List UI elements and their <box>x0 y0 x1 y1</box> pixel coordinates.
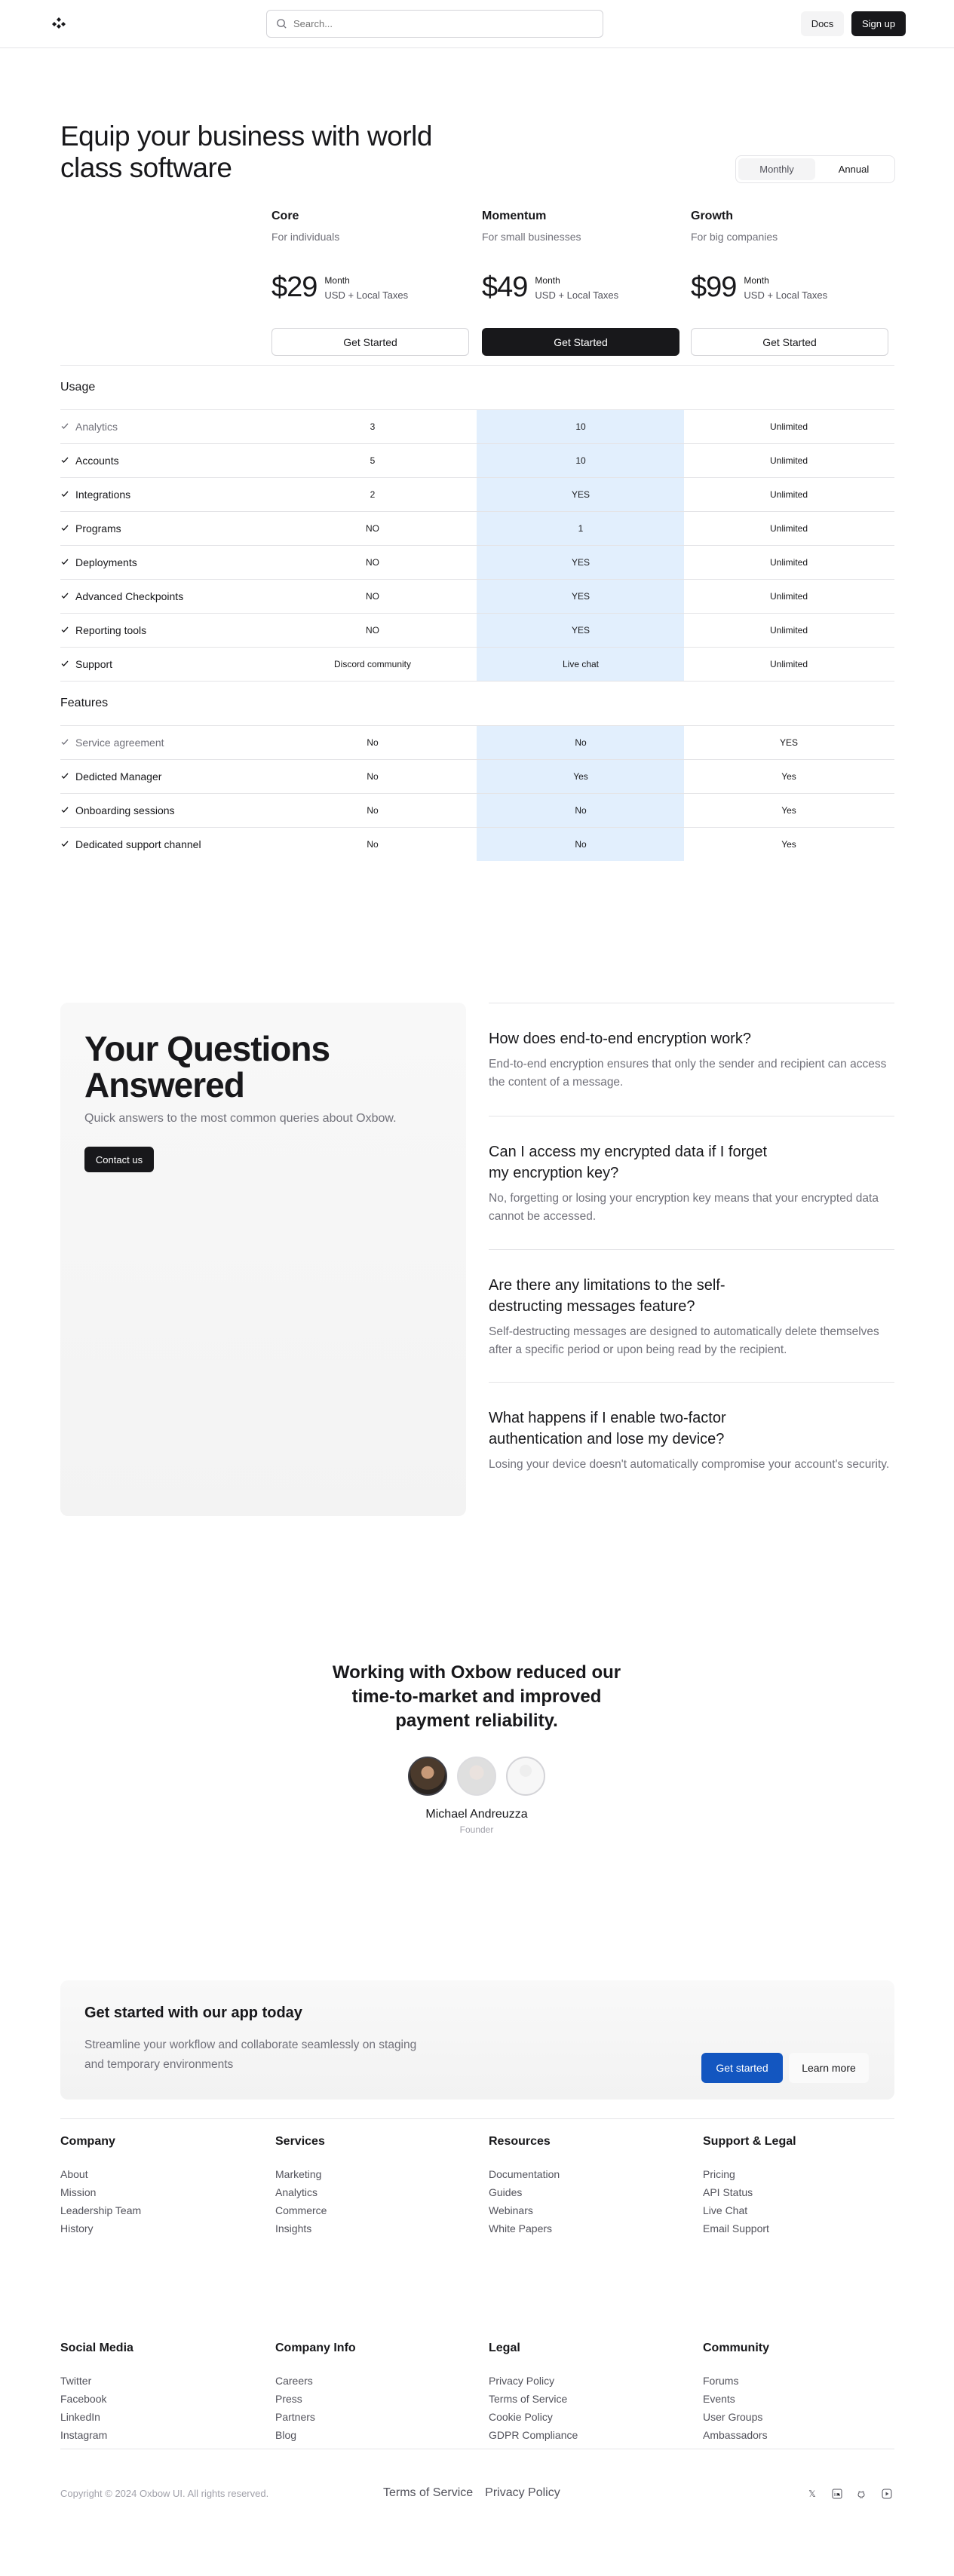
logo-icon[interactable] <box>50 15 68 33</box>
footer-link[interactable]: Press <box>275 2393 302 2405</box>
cell-growth: Unlimited <box>769 523 808 534</box>
footer-link[interactable]: Commerce <box>275 2204 327 2216</box>
search-icon <box>276 18 287 29</box>
cell-growth: Unlimited <box>769 421 808 432</box>
table-row <box>60 613 894 647</box>
row-label-text: Service agreement <box>75 737 164 749</box>
check-icon <box>60 658 69 670</box>
check-icon <box>60 590 69 602</box>
cell-core: No <box>367 839 379 850</box>
footer-link[interactable]: User Groups <box>703 2411 763 2423</box>
table-row <box>60 725 894 759</box>
privacy-link[interactable]: Privacy Policy <box>485 2486 560 2499</box>
get-started-button[interactable]: Get Started <box>691 328 888 356</box>
table-row <box>60 443 894 477</box>
price-period <box>744 274 827 302</box>
testimonial-author <box>326 1808 627 1835</box>
check-icon <box>60 522 69 534</box>
row-label <box>60 737 268 749</box>
footer-heading: Community <box>703 2342 769 2354</box>
row-label <box>60 804 268 816</box>
faq-intro-card <box>60 1003 466 1516</box>
row-label-text: Accounts <box>75 455 119 467</box>
footer-heading: Social Media <box>60 2342 133 2354</box>
avatar[interactable] <box>506 1757 545 1796</box>
bottom-links <box>383 2486 560 2500</box>
plan-subtitle: For small businesses <box>482 231 581 243</box>
footer-link[interactable]: Partners <box>275 2411 315 2423</box>
check-icon <box>60 455 69 467</box>
avatar[interactable] <box>408 1757 447 1796</box>
row-label <box>60 455 268 467</box>
tax-label: USD + Local Taxes <box>744 289 828 301</box>
footer-heading: Legal <box>489 2342 520 2354</box>
testimonial-quote: Working with Oxbow reduced our time-to-market and improved payment reliability. <box>332 1662 621 1731</box>
footer-link[interactable]: Analytics <box>275 2186 318 2198</box>
cell-core: 5 <box>370 455 376 466</box>
faq-item <box>489 1382 894 1474</box>
cell-core: NO <box>366 523 379 534</box>
cell-growth: Unlimited <box>769 625 808 636</box>
faq-item <box>489 1249 894 1359</box>
avatar-group <box>408 1757 545 1796</box>
tax-label: USD + Local Taxes <box>324 289 409 301</box>
check-icon <box>60 421 69 433</box>
footer-heading: Services <box>275 2135 325 2148</box>
author-role: Founder <box>459 1824 494 1835</box>
avatar[interactable] <box>457 1757 496 1796</box>
footer-link[interactable]: Facebook <box>60 2393 107 2405</box>
cell-core: NO <box>366 591 379 602</box>
terms-link[interactable]: Terms of Service <box>383 2486 474 2499</box>
footer-link[interactable]: Instagram <box>60 2429 108 2441</box>
faq-answer: Self-destructing messages are designed to automatically delete themselves after a specific period or upon being read by the recipient. <box>489 1325 879 1356</box>
footer-link[interactable]: Guides <box>489 2186 523 2198</box>
footer-link[interactable]: Careers <box>275 2375 313 2387</box>
footer-link[interactable]: History <box>60 2222 94 2234</box>
cell-core: NO <box>366 557 379 568</box>
check-icon <box>60 804 69 816</box>
footer-link[interactable]: Blog <box>275 2429 297 2441</box>
footer-column <box>275 2342 486 2444</box>
faq-question[interactable]: Are there any limitations to the self-destructing messages feature? <box>489 1277 725 1315</box>
plan-price <box>691 271 888 303</box>
footer-link[interactable]: White Papers <box>489 2222 553 2234</box>
footer-column <box>489 2135 700 2238</box>
plan-core <box>271 210 469 356</box>
cell-momentum: 10 <box>575 455 586 466</box>
price-period <box>324 274 408 302</box>
plan-name: Momentum <box>482 210 547 222</box>
row-label <box>60 522 268 534</box>
row-label <box>60 658 268 670</box>
table-row <box>60 409 894 443</box>
table-row <box>60 579 894 613</box>
cell-momentum: YES <box>571 591 590 602</box>
footer-column <box>703 2135 914 2238</box>
footer-column <box>703 2342 914 2444</box>
period-label: Month <box>535 275 560 286</box>
x-icon[interactable]: 𝕏 <box>808 2489 816 2499</box>
period-label: Month <box>744 275 769 286</box>
footer-link[interactable]: Leadership Team <box>60 2204 142 2216</box>
faq-answer: End-to-end encryption ensures that only the sender and recipient can access the content of a message. <box>489 1058 887 1089</box>
footer-link[interactable]: Live Chat <box>703 2204 748 2216</box>
table-row <box>60 793 894 827</box>
get-started-button[interactable]: Get Started <box>482 328 679 356</box>
get-started-button[interactable]: Get Started <box>271 328 469 356</box>
footer-heading: Support & Legal <box>703 2135 796 2148</box>
faq-item <box>489 1116 894 1226</box>
faq-question[interactable]: Can I access my encrypted data if I forget my encryption key? <box>489 1144 768 1181</box>
copyright: Copyright © 2024 Oxbow UI. All rights reserved. <box>60 2488 269 2499</box>
check-icon <box>60 489 69 501</box>
row-label-text: Support <box>75 658 113 670</box>
table-row <box>60 477 894 511</box>
cell-growth: YES <box>779 737 798 748</box>
row-label-text: Reporting tools <box>75 624 147 636</box>
footer-link[interactable]: About <box>60 2168 88 2180</box>
search-box[interactable] <box>266 10 603 38</box>
check-icon <box>60 770 69 783</box>
sign-up-button[interactable]: Sign up <box>851 11 906 36</box>
row-label-text: Integrations <box>75 489 131 501</box>
price-amount: $29 <box>271 271 317 303</box>
row-label-text: Advanced Checkpoints <box>75 590 184 602</box>
footer-heading: Company Info <box>275 2342 356 2354</box>
table-row <box>60 759 894 793</box>
section-title-features: Features <box>60 681 894 725</box>
row-label-text: Dedicated support channel <box>75 838 201 850</box>
cell-growth: Unlimited <box>769 455 808 466</box>
footer-link[interactable]: Pricing <box>703 2168 735 2180</box>
contact-us-button[interactable]: Contact us <box>84 1147 154 1172</box>
cta-text: Streamline your workflow and collaborate seamlessly on staging and temporary environments <box>84 2038 417 2071</box>
tax-label: USD + Local Taxes <box>535 289 619 301</box>
section-title-usage: Usage <box>60 365 894 409</box>
youtube-icon[interactable] <box>881 2488 893 2500</box>
price-period <box>535 274 618 302</box>
cell-momentum: Yes <box>573 771 588 782</box>
cell-momentum: 10 <box>575 421 586 432</box>
cell-growth: Unlimited <box>769 591 808 602</box>
row-label <box>60 590 268 602</box>
footer-link[interactable]: Insights <box>275 2222 312 2234</box>
cell-momentum: YES <box>571 557 590 568</box>
row-label <box>60 556 268 568</box>
check-icon <box>60 556 69 568</box>
row-label-text: Dedicted Manager <box>75 770 162 783</box>
footer-link[interactable]: API Status <box>703 2186 753 2198</box>
billing-toggle[interactable] <box>735 155 895 183</box>
cell-core: No <box>367 737 379 748</box>
check-icon <box>60 624 69 636</box>
footer-link[interactable]: Forums <box>703 2375 739 2387</box>
footer-column <box>60 2342 271 2444</box>
table-row <box>60 511 894 545</box>
footer-link[interactable]: Webinars <box>489 2204 533 2216</box>
row-label <box>60 838 268 850</box>
footer-link[interactable]: Events <box>703 2393 735 2405</box>
faq-question[interactable]: What happens if I enable two-factor authentication and lose my device? <box>489 1410 726 1447</box>
plan-price <box>271 271 469 303</box>
author-name: Michael Andreuzza <box>425 1808 528 1821</box>
row-label-text: Programs <box>75 522 121 534</box>
price-amount: $49 <box>482 271 528 303</box>
footer-heading: Resources <box>489 2135 551 2148</box>
footer-link[interactable]: Documentation <box>489 2168 560 2180</box>
top-nav <box>0 0 954 48</box>
linkedin-icon[interactable] <box>831 2488 843 2500</box>
cell-core: No <box>367 771 379 782</box>
faq-title: Your Questions Answered <box>84 1029 330 1104</box>
faq-answer: No, forgetting or losing your encryption key means that your encrypted data cannot be accessed. <box>489 1192 879 1223</box>
cell-core: 3 <box>370 421 376 432</box>
faq-item <box>489 1003 894 1092</box>
footer-link[interactable]: Cookie Policy <box>489 2411 553 2423</box>
footer-heading: Company <box>60 2135 115 2148</box>
docs-button[interactable]: Docs <box>801 11 844 36</box>
check-icon <box>60 838 69 850</box>
page-title: Equip your business with world class software <box>60 121 432 183</box>
plan-subtitle: For individuals <box>271 231 340 243</box>
footer-column <box>60 2135 271 2238</box>
table-row <box>60 545 894 579</box>
cell-momentum: YES <box>571 625 590 636</box>
cell-momentum: No <box>575 805 587 816</box>
social-links <box>806 2488 893 2500</box>
search-input[interactable] <box>293 18 580 29</box>
footer-link[interactable]: Twitter <box>60 2375 92 2387</box>
plan-name: Growth <box>691 210 733 222</box>
cell-core: NO <box>366 625 379 636</box>
footer-link[interactable]: Email Support <box>703 2222 769 2234</box>
table-row <box>60 827 894 861</box>
cell-growth: Unlimited <box>769 489 808 500</box>
plan-growth <box>691 210 888 356</box>
cta-title: Get started with our app today <box>84 2005 302 2021</box>
cell-core: Discord community <box>333 659 412 669</box>
row-label-text: Onboarding sessions <box>75 804 175 816</box>
cta-banner <box>60 1980 894 2100</box>
comparison-table <box>60 365 894 861</box>
cell-momentum: Live chat <box>562 659 600 669</box>
footer-column <box>489 2342 700 2444</box>
period-label: Month <box>324 275 350 286</box>
toggle-annual[interactable]: Annual <box>838 164 870 175</box>
plan-name: Core <box>271 210 299 222</box>
row-label <box>60 489 268 501</box>
row-label-text: Deployments <box>75 556 137 568</box>
cell-momentum: No <box>575 737 587 748</box>
faq-question[interactable]: How does end-to-end encryption work? <box>489 1031 751 1047</box>
footer-column <box>275 2135 486 2238</box>
toggle-monthly[interactable]: Monthly <box>738 158 815 180</box>
footer-link[interactable]: GDPR Compliance <box>489 2429 578 2441</box>
table-row <box>60 647 894 681</box>
cell-growth: Yes <box>781 805 796 816</box>
row-label <box>60 421 268 433</box>
cell-growth: Yes <box>781 771 796 782</box>
footer-link[interactable]: Terms of Service <box>489 2393 568 2405</box>
faq-subtitle: Quick answers to the most common queries about Oxbow. <box>84 1112 397 1125</box>
cell-growth: Yes <box>781 839 796 850</box>
faq-answer: Losing your device doesn't automatically compromise your account's security. <box>489 1458 890 1471</box>
cell-core: 2 <box>370 489 376 500</box>
row-label <box>60 624 268 636</box>
plan-price <box>482 271 679 303</box>
footer-link[interactable]: Marketing <box>275 2168 322 2180</box>
github-icon[interactable] <box>856 2488 868 2500</box>
get-started-button[interactable]: Get started <box>701 2053 783 2083</box>
cell-growth: Unlimited <box>769 557 808 568</box>
cell-growth: Unlimited <box>769 659 808 669</box>
cell-momentum: No <box>575 839 587 850</box>
footer-link[interactable]: Ambassadors <box>703 2429 768 2441</box>
footer-link[interactable]: LinkedIn <box>60 2411 100 2423</box>
plan-momentum <box>482 210 679 356</box>
row-label <box>60 770 268 783</box>
learn-more-button[interactable]: Learn more <box>789 2053 869 2083</box>
plan-subtitle: For big companies <box>691 231 778 243</box>
cell-core: No <box>367 805 379 816</box>
footer-link[interactable]: Privacy Policy <box>489 2375 555 2387</box>
cell-momentum: 1 <box>578 523 584 534</box>
check-icon <box>60 737 69 749</box>
row-label-text: Analytics <box>75 421 118 433</box>
divider <box>60 2118 894 2119</box>
cell-momentum: YES <box>571 489 590 500</box>
footer-link[interactable]: Mission <box>60 2186 97 2198</box>
price-amount: $99 <box>691 271 737 303</box>
